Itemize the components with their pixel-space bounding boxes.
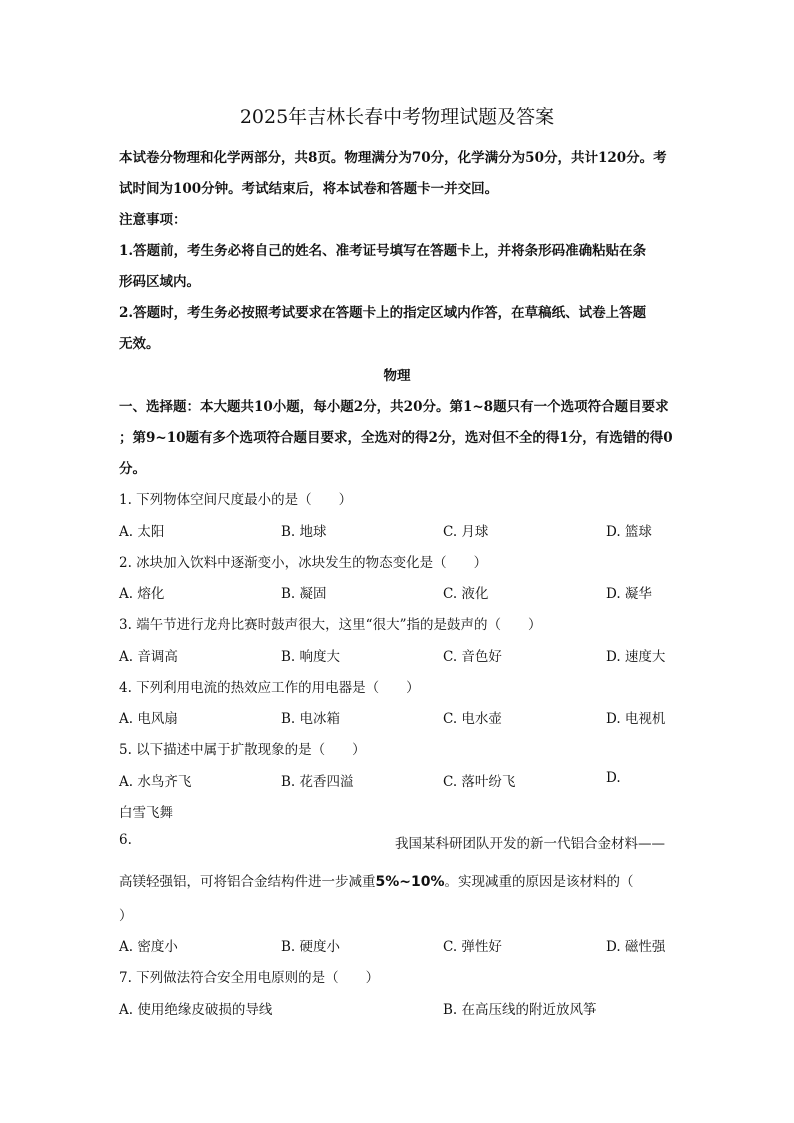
option-b[interactable]: B. 响度大 <box>281 649 341 665</box>
option-b[interactable]: B. 地球 <box>281 524 327 540</box>
option-a[interactable]: A. 音调高 <box>119 649 178 665</box>
option-c[interactable]: C. 月球 <box>443 524 489 540</box>
option-a[interactable]: A. 熔化 <box>119 586 165 602</box>
notice-2-line-1: 2.答题时，考生务必按照考试要求在答题卡上的指定区域内作答，在草稿纸、试卷上答题 <box>119 305 647 321</box>
question-stem: 3. 端午节进行龙舟比赛时鼓声很大，这里“很大”指的是鼓声的（ ） <box>119 617 542 633</box>
question-stem-line-2 <box>119 870 634 890</box>
option-d[interactable]: D. 篮球 <box>606 524 652 540</box>
notice-1-line-2: 形码区域内。 <box>119 274 200 290</box>
option-c[interactable]: C. 音色好 <box>443 649 502 665</box>
option-c[interactable]: C. 弹性好 <box>443 939 502 955</box>
question-stem: 1. 下列物体空间尺度最小的是（ ） <box>119 492 353 508</box>
option-b[interactable]: B. 硬度小 <box>281 939 341 955</box>
option-c[interactable]: C. 落叶纷飞 <box>443 774 516 790</box>
option-d-text[interactable]: 白雪飞舞 <box>119 805 173 821</box>
option-a[interactable]: A. 密度小 <box>119 939 178 955</box>
question-stem: 4. 下列利用电流的热效应工作的用电器是（ ） <box>119 680 420 696</box>
question-stem: 2. 冰块加入饮料中逐渐变小，冰块发生的物态变化是（ ） <box>119 555 488 571</box>
question-stem: 5. 以下描述中属于扩散现象的是（ ） <box>119 742 366 758</box>
option-b[interactable]: B. 花香四溢 <box>281 774 354 790</box>
question-stem: 7. 下列做法符合安全用电原则的是（ ） <box>119 970 380 986</box>
option-c[interactable]: C. 电水壶 <box>443 711 502 727</box>
stem-text: 高镁轻强铝，可将铝合金结构件进一步减重 <box>119 874 376 890</box>
stem-text: 。实现减重的原因是该材料的（ <box>444 874 634 890</box>
option-b[interactable]: B. 凝固 <box>281 586 327 602</box>
option-c[interactable]: C. 液化 <box>443 586 489 602</box>
option-a[interactable]: A. 太阳 <box>119 524 165 540</box>
option-d[interactable]: D. 磁性强 <box>606 939 666 955</box>
part1-line-3: 分。 <box>119 461 146 477</box>
part1-line-1: 一、选择题：本大题共10小题，每小题2分，共20分。第1~8题只有一个选项符合题目要求 <box>119 399 669 415</box>
notice-heading: 注意事项： <box>119 212 187 228</box>
part1-line-2: ；第9~10题有多个选项符合题目要求，全选对的得2分，选对但不全的得1分，有选错的得0 <box>119 430 673 446</box>
notice-2-line-2: 无效。 <box>119 336 160 352</box>
option-d[interactable]: D. 凝华 <box>606 586 652 602</box>
option-d[interactable]: D. <box>606 770 621 786</box>
question-stem: 我国某科研团队开发的新一代铝合金材料—— <box>395 836 665 852</box>
question-number: 6. <box>119 832 132 848</box>
section-title: 物理 <box>383 368 411 384</box>
option-b[interactable]: B. 在高压线的附近放风筝 <box>443 1002 597 1018</box>
option-d[interactable]: D. 速度大 <box>606 649 666 665</box>
intro-line-1: 本试卷分物理和化学两部分，共8页。物理满分为70分，化学满分为50分，共计120分。考 <box>119 150 667 166</box>
option-d[interactable]: D. 电视机 <box>606 711 666 727</box>
math-expression: 5%~10% <box>375 874 445 890</box>
intro-line-2: 试时间为100分钟。考试结束后，将本试卷和答题卡一并交回。 <box>119 181 499 197</box>
option-a[interactable]: A. 电风扇 <box>119 711 178 727</box>
option-a[interactable]: A. 水鸟齐飞 <box>119 774 192 790</box>
option-b[interactable]: B. 电冰箱 <box>281 711 341 727</box>
page-title: 2025年吉林长春中考物理试题及答案 <box>239 106 555 128</box>
option-a[interactable]: A. 使用绝缘皮破损的导线 <box>119 1002 273 1018</box>
question-stem-line-3: ） <box>119 908 133 924</box>
notice-1-line-1: 1.答题前，考生务必将自己的姓名、准考证号填写在答题卡上，并将条形码准确粘贴在条 <box>119 243 647 259</box>
